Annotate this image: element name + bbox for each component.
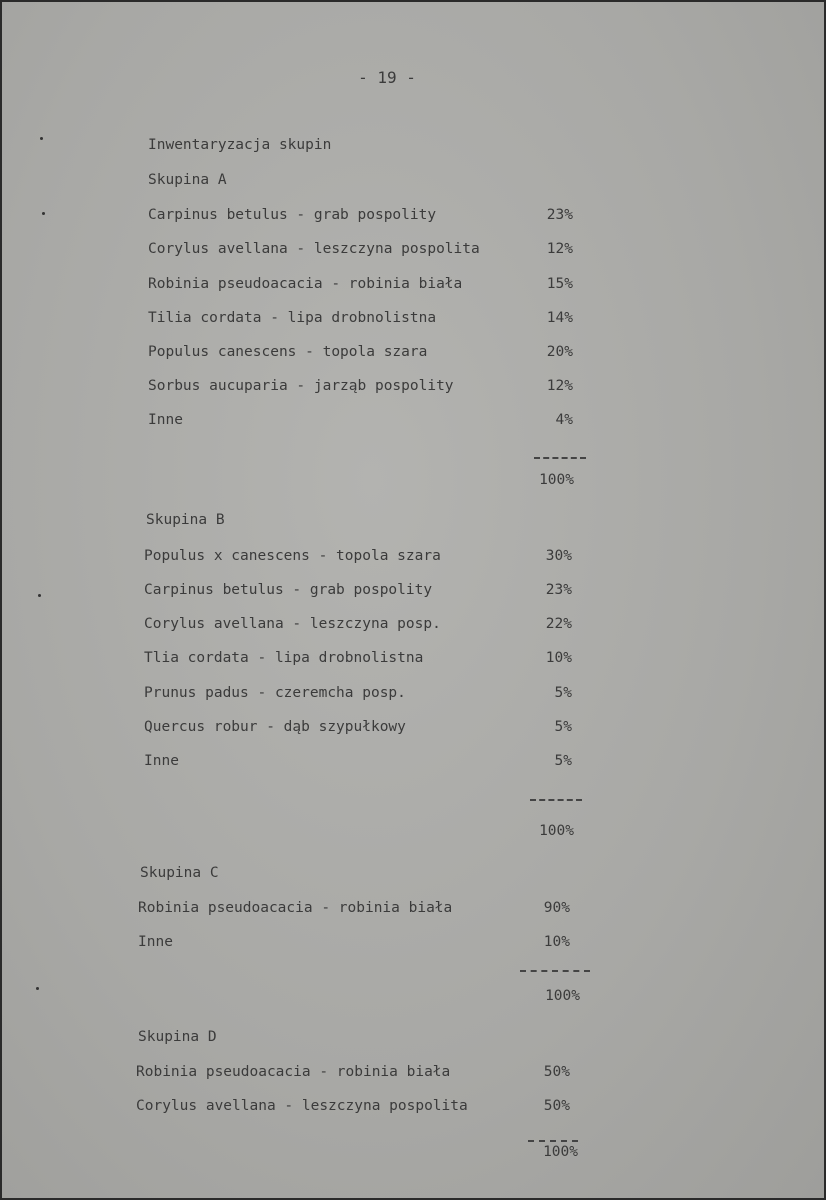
species-percent: 23% [546, 207, 573, 223]
table-row [144, 719, 572, 743]
species-percent: 4% [555, 412, 573, 428]
species-name: Inne [144, 753, 179, 769]
species-name: Corylus avellana - leszczyna pospolita [136, 1098, 468, 1114]
species-name: Robinia pseudoacacia - robinia biała [138, 900, 453, 916]
margin-dot [42, 212, 45, 215]
margin-dot [38, 594, 41, 597]
species-percent: 5% [554, 753, 572, 769]
group-label: Skupina C [140, 865, 219, 881]
page-heading: Inwentaryzacja skupin [148, 137, 332, 153]
margin-dot [36, 987, 39, 990]
species-name: Populus x canescens - topola szara [144, 548, 441, 564]
sum-rule [530, 799, 582, 801]
sum-rule [528, 1140, 578, 1142]
table-row [148, 241, 573, 265]
table-row [148, 378, 573, 402]
species-name: Inne [138, 934, 173, 950]
group-total: 100% [539, 472, 574, 488]
species-name: Carpinus betulus - grab pospolity [144, 582, 433, 598]
table-row [144, 650, 572, 674]
species-name: Quercus robur - dąb szypułkowy [144, 719, 406, 735]
table-row [144, 616, 572, 640]
margin-dot [40, 137, 43, 140]
table-row [138, 900, 570, 924]
table-row [144, 548, 572, 572]
species-percent: 12% [546, 241, 573, 257]
group-total: 100% [543, 1144, 578, 1160]
sum-rule [534, 457, 586, 459]
table-row [144, 685, 572, 709]
species-name: Prunus padus - czeremcha posp. [144, 685, 406, 701]
species-percent: 15% [546, 276, 573, 292]
species-percent: 50% [543, 1064, 570, 1080]
table-row [136, 1064, 570, 1088]
table-row [148, 344, 573, 368]
table-row [136, 1098, 570, 1122]
table-row [138, 934, 570, 958]
page-number: - 19 - [358, 68, 416, 87]
species-percent: 14% [546, 310, 573, 326]
species-name: Populus canescens - topola szara [148, 344, 428, 360]
species-name: Corylus avellana - leszczyna pospolita [148, 241, 480, 257]
species-percent: 5% [554, 719, 572, 735]
group-label: Skupina B [146, 512, 225, 528]
group-total: 100% [539, 823, 574, 839]
group-label: Skupina D [138, 1029, 217, 1045]
group-total: 100% [545, 988, 580, 1004]
group-label: Skupina A [148, 172, 227, 188]
table-row [148, 310, 573, 334]
species-name: Inne [148, 412, 183, 428]
table-row [148, 412, 573, 436]
species-percent: 22% [545, 616, 572, 632]
table-row [148, 276, 573, 300]
species-name: Corylus avellana - leszczyna posp. [144, 616, 441, 632]
species-percent: 12% [546, 378, 573, 394]
species-percent: 5% [554, 685, 572, 701]
table-row [148, 207, 573, 231]
sum-rule [520, 970, 590, 972]
species-percent: 20% [546, 344, 573, 360]
species-percent: 10% [545, 650, 572, 666]
species-percent: 10% [543, 934, 570, 950]
species-percent: 23% [545, 582, 572, 598]
species-name: Carpinus betulus - grab pospolity [148, 207, 437, 223]
table-row [144, 582, 572, 606]
species-percent: 90% [543, 900, 570, 916]
species-name: Tlia cordata - lipa drobnolistna [144, 650, 424, 666]
species-name: Robinia pseudoacacia - robinia biała [136, 1064, 451, 1080]
species-percent: 30% [545, 548, 572, 564]
table-row [144, 753, 572, 777]
species-percent: 50% [543, 1098, 570, 1114]
species-name: Robinia pseudoacacia - robinia biała [148, 276, 463, 292]
species-name: Tilia cordata - lipa drobnolistna [148, 310, 437, 326]
species-name: Sorbus aucuparia - jarząb pospolity [148, 378, 454, 394]
